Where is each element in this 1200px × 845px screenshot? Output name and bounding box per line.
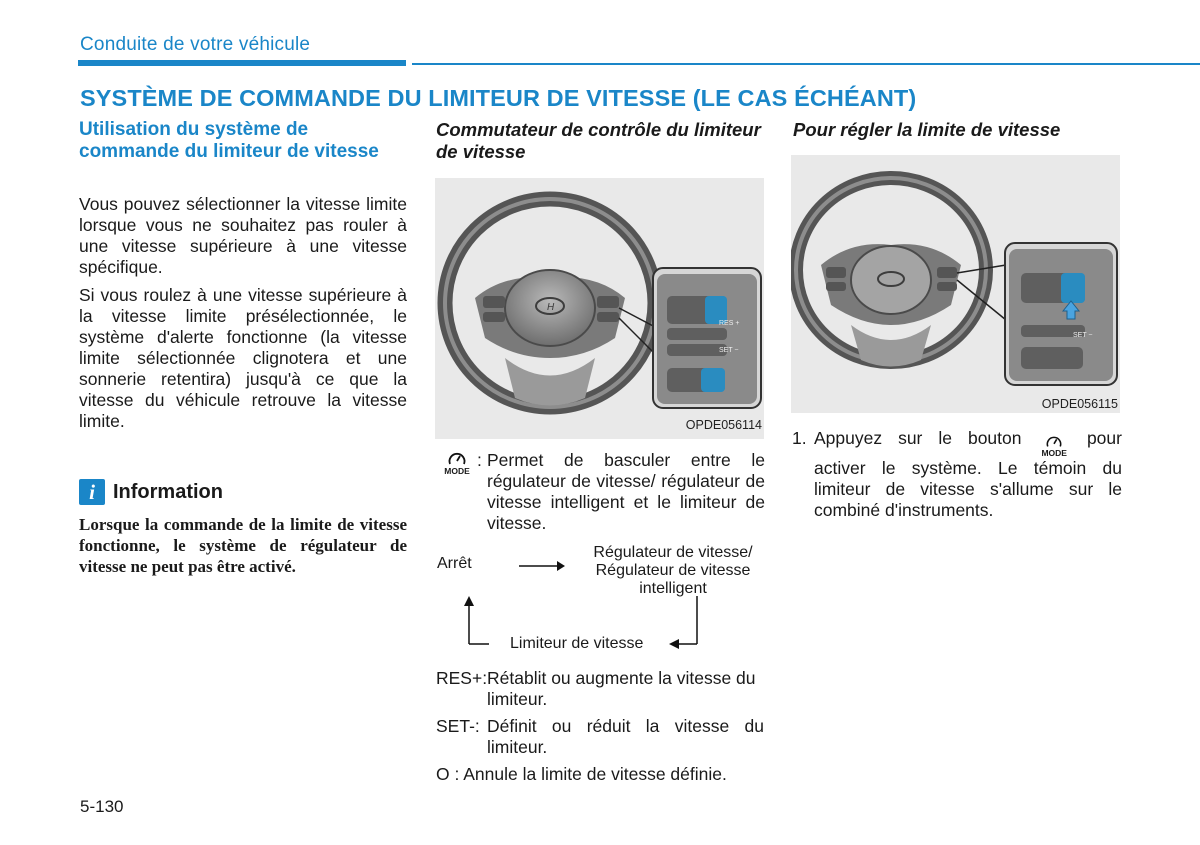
subsection-heading: Commutateur de contrôle du limiteur de vitesse [436,119,761,162]
section-heading: Utilisation du système de commande du limiteur de vitesse [79,119,379,162]
information-box [79,479,409,576]
header-rule [412,63,1200,65]
page-title: SYSTÈME DE COMMANDE DU LIMITEUR DE VITESSE (LE CAS ÉCHÉANT) [80,85,917,111]
section-header: Conduite de votre véhicule [80,34,311,55]
steering-wheel-figure [435,178,764,439]
step-number: 1. [792,428,807,448]
header-bar-left [78,60,406,66]
res-desc: Rétablit ou augmente la vitesse du limiteur. [487,668,756,709]
arrow-right-icon [517,558,567,574]
step-text [814,428,1122,521]
set-key: SET-: [436,716,480,736]
info-title: Information [113,480,223,503]
step-text-a: Appuyez sur le bouton [814,428,1022,448]
diagram-limiter-label: Limiteur de vitesse [510,635,644,652]
diagram-cruise-line: intelligent [639,580,707,597]
figure-code: OPDE056115 [1041,397,1118,411]
mode-cycle-diagram [437,544,767,656]
set-button-label: SET − [719,347,739,354]
set-button-label: SET − [1073,332,1093,339]
set-description [436,716,764,758]
steering-wheel-illustration [435,178,764,439]
steering-wheel-set-figure [791,155,1120,413]
cancel-description: O : Annule la limite de vitesse définie. [436,764,727,784]
mode-description: MODE : Permet de basculer entre le régulateur de vitesse/ régulateur de vitesse intelligent et le limiteur de vitesse. [437,450,765,534]
res-description [436,668,764,710]
info-text: Lorsque la commande de la limite de vitesse fonctionne, le système de régulateur de vitesse ne peut pas être activé. [79,515,407,576]
paragraph: Vous pouvez sélectionner la vitesse limite lorsque vous ne souhaitez pas rouler à une vitesse supérieure à une vitesse spécifique. [79,194,407,277]
res-key: RES+: [436,668,488,688]
page-number: 5-130 [80,797,124,816]
info-icon: i [79,479,105,505]
mode-text: MODE [444,466,470,476]
res-button-label: RES + [719,320,740,327]
mode-text: MODE [1041,448,1067,458]
steering-wheel-illustration [791,155,1120,413]
subsection-heading: Pour régler la limite de vitesse [793,119,1061,140]
diagram-off-label: Arrêt [437,555,472,572]
mode-icon [437,450,477,534]
diagram-cruise-line: Régulateur de vitesse [595,562,751,579]
set-desc: Définit ou réduit la vitesse du limiteur. [487,716,764,757]
paragraph: Si vous roulez à une vitesse supérieure à la vitesse limite présélectionnée, le système d'alerte fonctionne (la vitesse limite sélectionnée clignotera et une sonnerie retentira) jusqu'à ce que la vitesse du véhicule retrouve la vitesse limite. [79,285,407,431]
mode-icon [1041,434,1067,458]
step-text-b: pour activer le système. Le témoin du limiteur de vitesse s'allume sur le combiné d'instruments. [814,428,1122,520]
diagram-cruise-label [573,544,773,598]
figure-code: OPDE056114 [685,418,762,432]
diagram-cruise-line: Régulateur de vitesse/ [593,544,753,561]
mode-desc-text: Permet de basculer entre le régulateur de vitesse/ régulateur de vitesse intelligent et le limiteur de vitesse. [487,450,765,533]
step-1 [792,428,1122,521]
svg-text:H: H [547,302,555,313]
